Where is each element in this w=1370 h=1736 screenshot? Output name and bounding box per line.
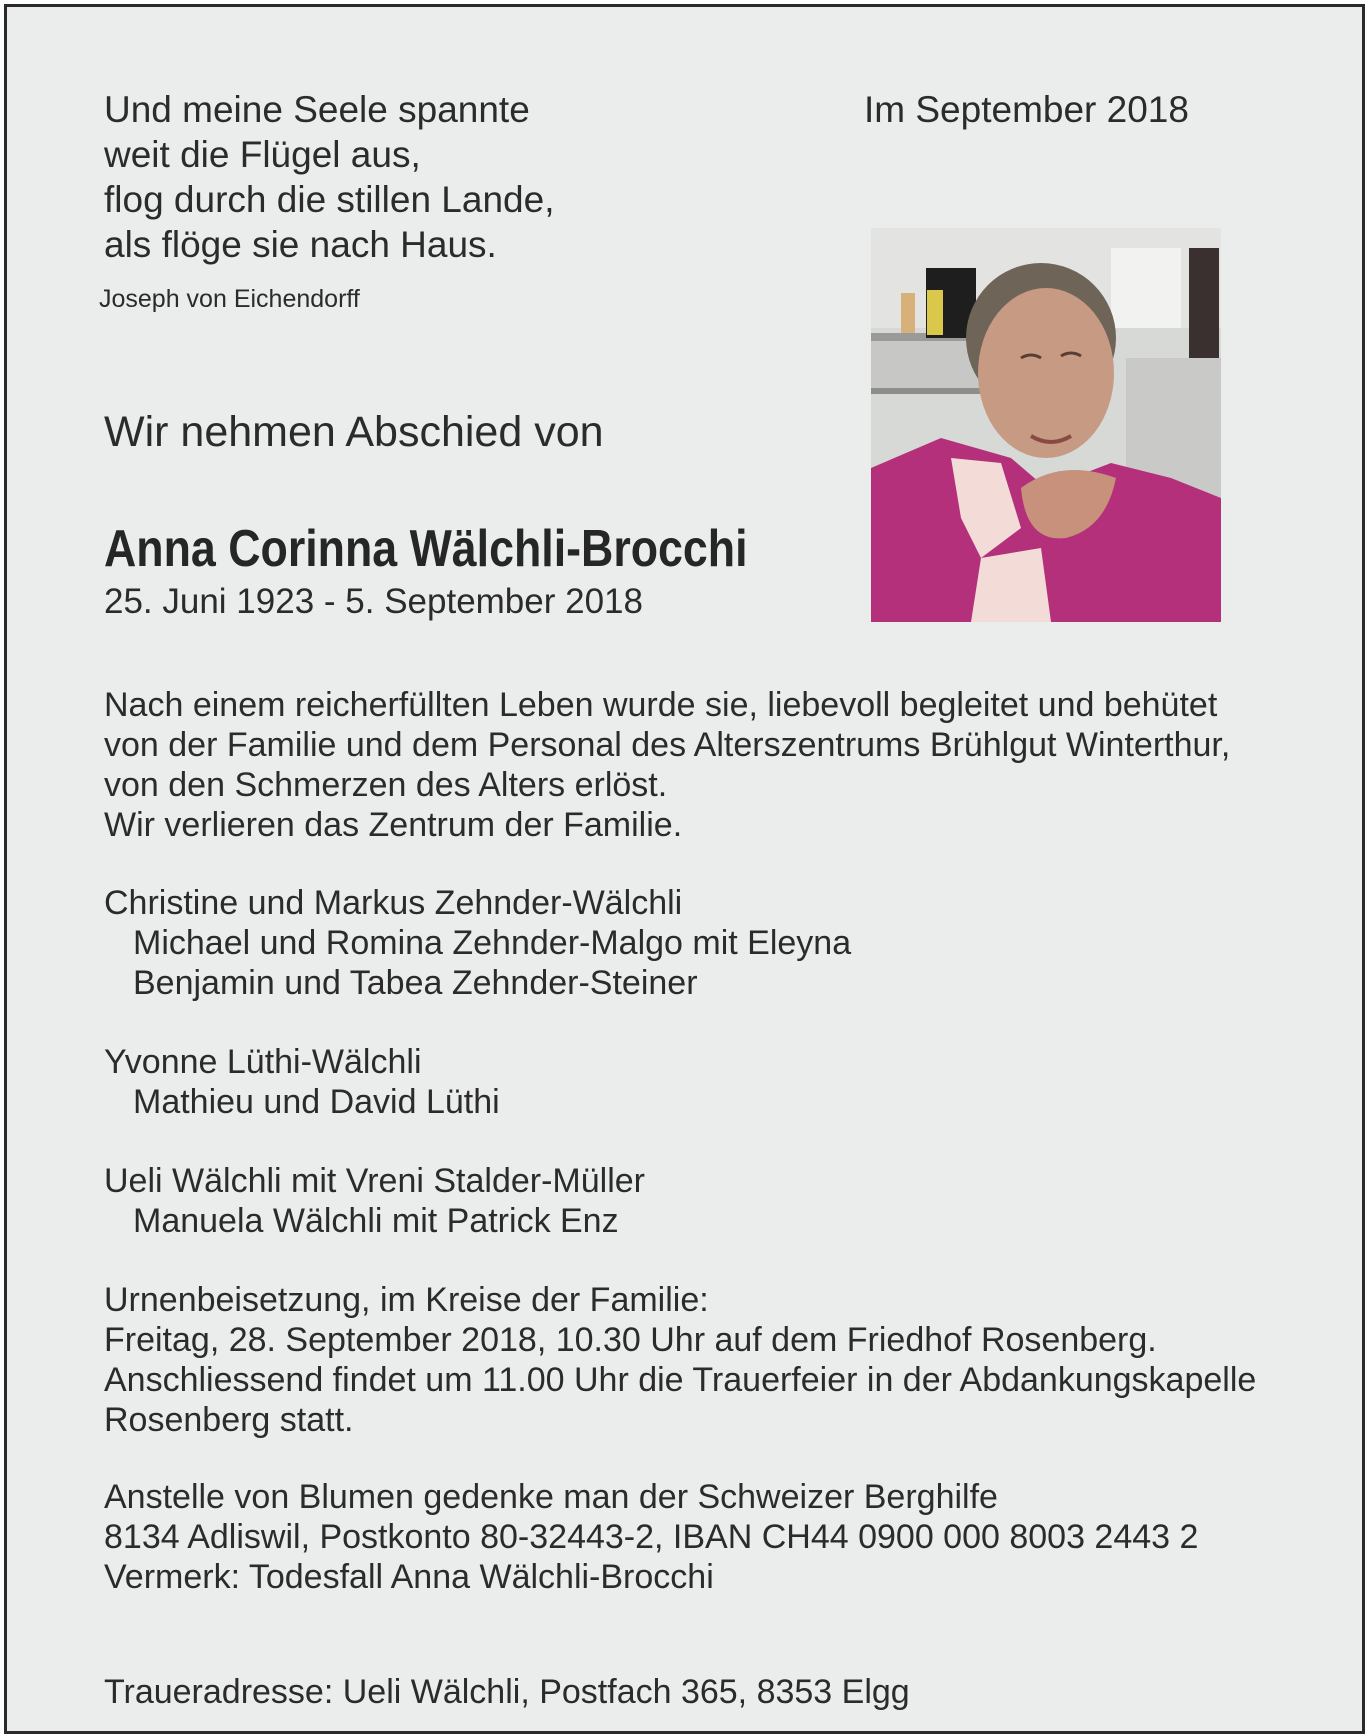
ceremony-info — [104, 1280, 1256, 1440]
mourner-sub: Mathieu und David Lüthi — [133, 1083, 500, 1121]
header-date: Im September 2018 — [864, 89, 1189, 130]
message-line: von der Familie und dem Personal des Alterszentrums Brühlgut Winterthur, — [104, 726, 1231, 764]
poem-line: als flöge sie nach Haus. — [104, 224, 497, 265]
mourner-sub: Benjamin und Tabea Zehnder-Steiner — [133, 964, 698, 1002]
obituary-card — [4, 4, 1365, 1734]
ceremony-line: Urnenbeisetzung, im Kreise der Familie: — [104, 1281, 709, 1319]
poem-line: flog durch die stillen Lande, — [104, 179, 555, 220]
mourner-main: Yvonne Lüthi-Wälchli — [104, 1043, 422, 1081]
mourner-group — [104, 1161, 645, 1241]
mourner-main: Christine und Markus Zehnder-Wälchli — [104, 884, 683, 922]
donation-line: Vermerk: Todesfall Anna Wälchli-Brocchi — [104, 1558, 714, 1596]
mourner-sub: Manuela Wälchli mit Patrick Enz — [133, 1202, 619, 1240]
donation-line: Anstelle von Blumen gedenke man der Schweizer Berghilfe — [104, 1478, 998, 1516]
donation-info — [104, 1477, 1198, 1597]
ceremony-line: Rosenberg statt. — [104, 1401, 354, 1439]
message-line: Wir verlieren das Zentrum der Familie. — [104, 806, 683, 844]
mourner-group — [104, 883, 851, 1003]
message-paragraph — [104, 685, 1230, 845]
poem-author: Joseph von Eichendorff — [99, 285, 360, 313]
farewell-intro: Wir nehmen Abschied von — [104, 408, 604, 456]
lifespan: 25. Juni 1923 - 5. September 2018 — [104, 582, 643, 621]
mourner-group — [104, 1042, 500, 1122]
message-line: Nach einem reicherfüllten Leben wurde sie, liebevoll begleitet und behütet — [104, 686, 1218, 724]
ceremony-line: Freitag, 28. September 2018, 10.30 Uhr auf dem Friedhof Rosenberg. — [104, 1321, 1157, 1359]
mourner-main: Ueli Wälchli mit Vreni Stalder-Müller — [104, 1162, 645, 1200]
mourning-address: Traueradresse: Ueli Wälchli, Postfach 365, 8353 Elgg — [104, 1673, 910, 1711]
poem-line: weit die Flügel aus, — [104, 134, 421, 175]
ceremony-line: Anschliessend findet um 11.00 Uhr die Trauerfeier in der Abdankungskapelle — [104, 1361, 1257, 1399]
poem-line: Und meine Seele spannte — [104, 89, 530, 130]
message-line: von den Schmerzen des Alters erlöst. — [104, 766, 668, 804]
poem — [104, 87, 554, 267]
deceased-name: Anna Corinna Wälchli-Brocchi — [104, 520, 748, 578]
donation-line: 8134 Adliswil, Postkonto 80-32443-2, IBAN CH44 0900 000 8003 2443 2 — [104, 1518, 1199, 1556]
mourner-sub: Michael und Romina Zehnder-Malgo mit Eleyna — [133, 924, 852, 962]
portrait-photo — [871, 228, 1221, 622]
